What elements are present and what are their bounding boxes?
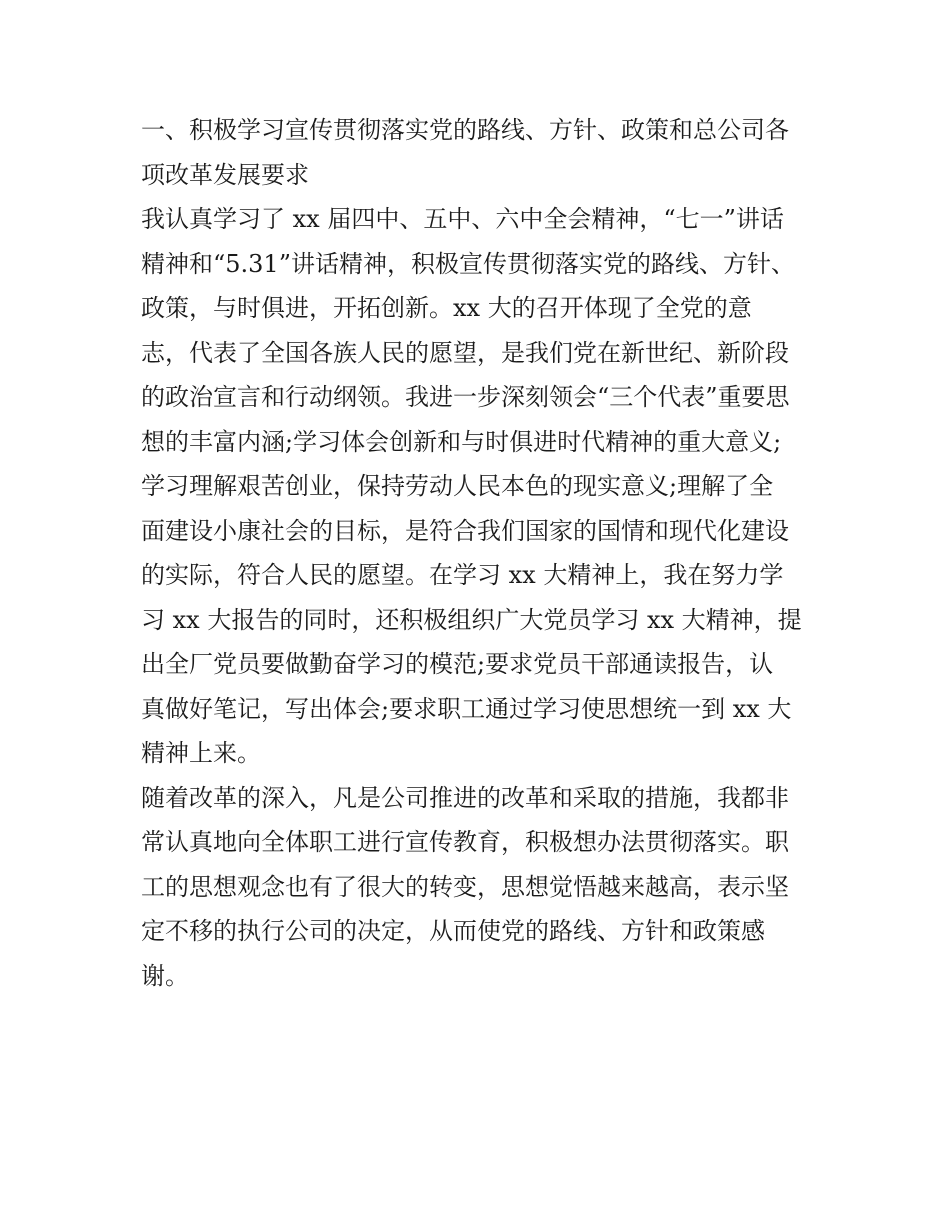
text-line: 出全厂党员要做勤奋学习的模范;要求党员干部通读报告，认 [141, 650, 774, 678]
text-line: 谢。 [141, 961, 189, 990]
text-line: 精神上来。 [141, 739, 261, 767]
text-line: 习 xx 大报告的同时，还积极组织广大党员学习 xx 大精神，提 [141, 605, 802, 634]
text-line: 我认真学习了 xx 届四中、五中、六中全会精神，“七一”讲话 [141, 205, 784, 233]
paragraph-reform [141, 776, 817, 999]
text-line: 的实际，符合人民的愿望。在学习 xx 大精神上，我在努力学 [141, 561, 784, 589]
text-line: 随着改革的深入，凡是公司推进的改革和采取的措施，我都非 [141, 783, 789, 812]
text-line: 学习理解艰苦创业，保持劳动人民本色的现实意义;理解了全 [141, 472, 774, 500]
text-line: 真做好笔记，写出体会;要求职工通过学习使思想统一到 xx 大 [141, 694, 792, 723]
text-line: 定不移的执行公司的决定，从而使党的路线、方针和政策感 [141, 917, 765, 945]
text-line: 想的丰富内涵;学习体会创新和与时俱进时代精神的重大意义; [141, 427, 782, 456]
text-line: 精神和“5.31”讲话精神，积极宣传贯彻落实党的路线、方针、 [141, 249, 795, 278]
text-line: 政策，与时俱进，开拓创新。xx 大的召开体现了全党的意 [141, 294, 752, 322]
text-line: 面建设小康社会的目标，是符合我们国家的国情和现代化建设 [141, 516, 789, 545]
heading-line: 项改革发展要求 [141, 160, 309, 189]
section-heading [141, 108, 817, 197]
text-line: 志，代表了全国各族人民的愿望，是我们党在新世纪、新阶段 [141, 338, 789, 367]
text-line: 的政治宣言和行动纲领。我进一步深刻领会“三个代表”重要思 [141, 383, 790, 411]
heading-line: 一、积极学习宣传贯彻落实党的路线、方针、政策和总公司各 [141, 116, 789, 144]
text-line: 工的思想观念也有了很大的转变，思想觉悟越来越高，表示坚 [141, 872, 789, 901]
text-line: 常认真地向全体职工进行宣传教育，积极想办法贯彻落实。职 [141, 828, 789, 856]
paragraph-study [141, 197, 817, 776]
document-body [141, 108, 817, 998]
